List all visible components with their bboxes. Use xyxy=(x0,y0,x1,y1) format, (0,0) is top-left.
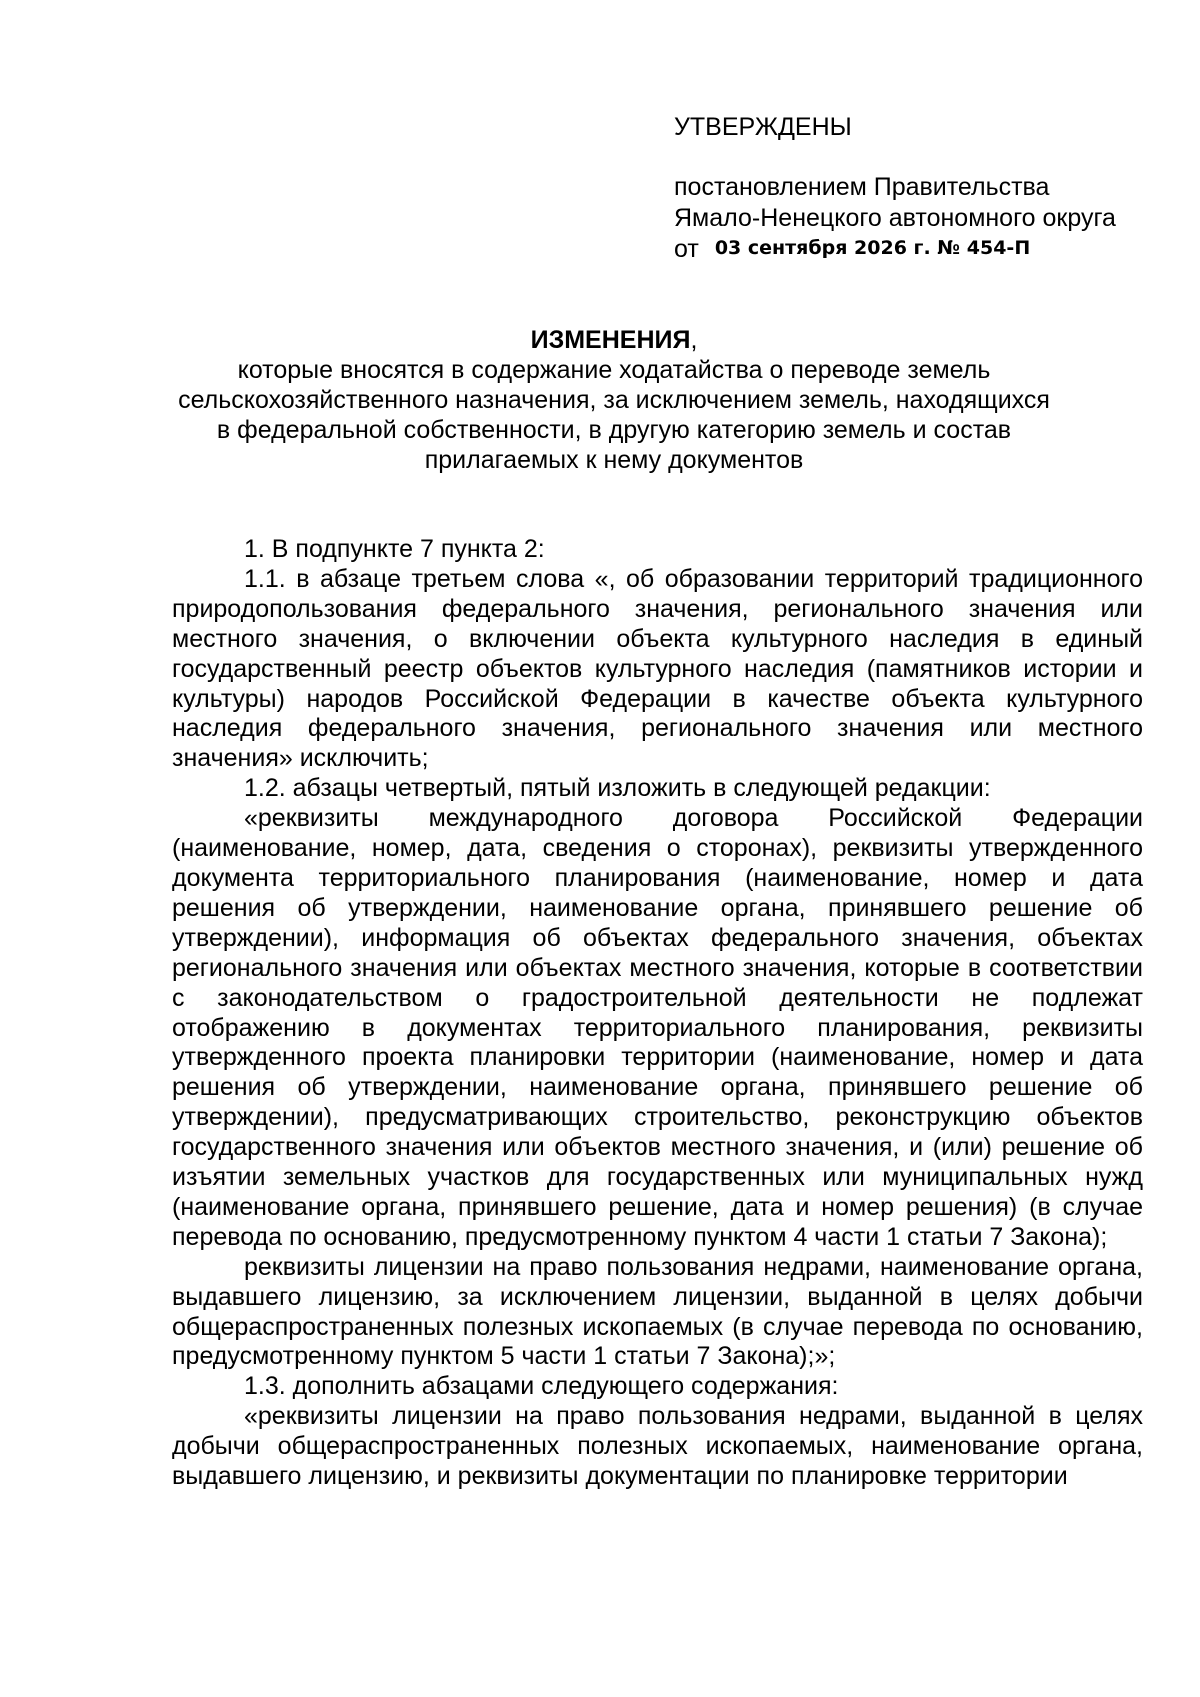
approval-date-value: 03 сентября 2026 г. № 454-П xyxy=(714,237,1031,259)
paragraph-quote-addition: «реквизиты лицензии на право пользования недрами, выданной в целях добычи общераспространенных полезных ископаемых, наименование органа, выдавшего лицензию, и реквизиты документации по планировке территории xyxy=(172,1402,1143,1491)
approval-line-resolution: постановлением Правительства xyxy=(674,173,1050,201)
approval-line-government: Ямало-Ненецкого автономного округа xyxy=(674,204,1116,232)
document-heading xyxy=(170,325,1058,475)
document-body xyxy=(172,535,1143,1492)
document-title: ИЗМЕНЕНИЯ xyxy=(530,326,691,354)
paragraph-quote-license: реквизиты лицензии на право пользования недрами, наименование органа, выдавшего лицензию, за исключением лицензии, выданной в целях добычи общераспространенных полезных ископаемых (в случае перевода по основанию, предусмотренному пунктом 5 части 1 статьи 7 Закона);»; xyxy=(172,1252,1143,1371)
approval-date-row xyxy=(674,234,1154,267)
approval-date-prefix: от xyxy=(674,235,699,263)
approval-stamp-title: УТВЕРЖДЕНЫ xyxy=(674,113,852,141)
paragraph-item-1: 1. В подпункте 7 пункта 2: xyxy=(244,535,545,563)
paragraph-item-1-2: 1.2. абзацы четвертый, пятый изложить в следующей редакции: xyxy=(244,774,991,803)
paragraph-item-1-3: 1.3. дополнить абзацами следующего содержания: xyxy=(244,1372,839,1401)
paragraph-quote-treaty: «реквизиты международного договора Российской Федерации (наименование, номер, дата, сведения о сторонах), реквизиты утвержденного документа территориального планирования (наименование, номер и дата решения об утверждении, наименование органа, принявшего решение об утверждении), информация об объектах федерального значения, объектах регионального значения или объектах местного значения, которые в соответствии с законодательством о градостроительной деятельности не подлежат отображению в документах территориального планирования, реквизиты утвержденного проекта планировки территории (наименование, номер и дата решения об утверждении, наименование органа, принявшего решение об утверждении), предусматривающих строительство, реконструкцию объектов государственного значения или объектов местного значения, и (или) решение об изъятии земельных участков для государственных или муниципальных нужд (наименование органа, принявшего решение, дата и номер решения) (в случае перевода по основанию, предусмотренному пунктом 4 части 1 статьи 7 Закона); xyxy=(172,804,1143,1251)
approval-block xyxy=(674,112,1154,267)
document-subtitle: которые вносятся в содержание ходатайства о переводе земель сельскохозяйственного назначения, за исключением земель, находящихся в федеральной собственности, в другую категорию земель и состав прилагаемых к нему документов xyxy=(178,356,1050,474)
document-title-punctuation: , xyxy=(690,326,698,354)
paragraph-item-1-1: 1.1. в абзаце третьем слова «, об образовании территорий традиционного природопользования федерального значения, регионального значения или местного значения, о включении объекта культурного наследия в единый государственный реестр объектов культурного наследия (памятников истории и культуры) народов Российской Федерации в качестве объекта культурного наследия федерального значения, регионального значения или местного значения» исключить; xyxy=(172,564,1143,773)
